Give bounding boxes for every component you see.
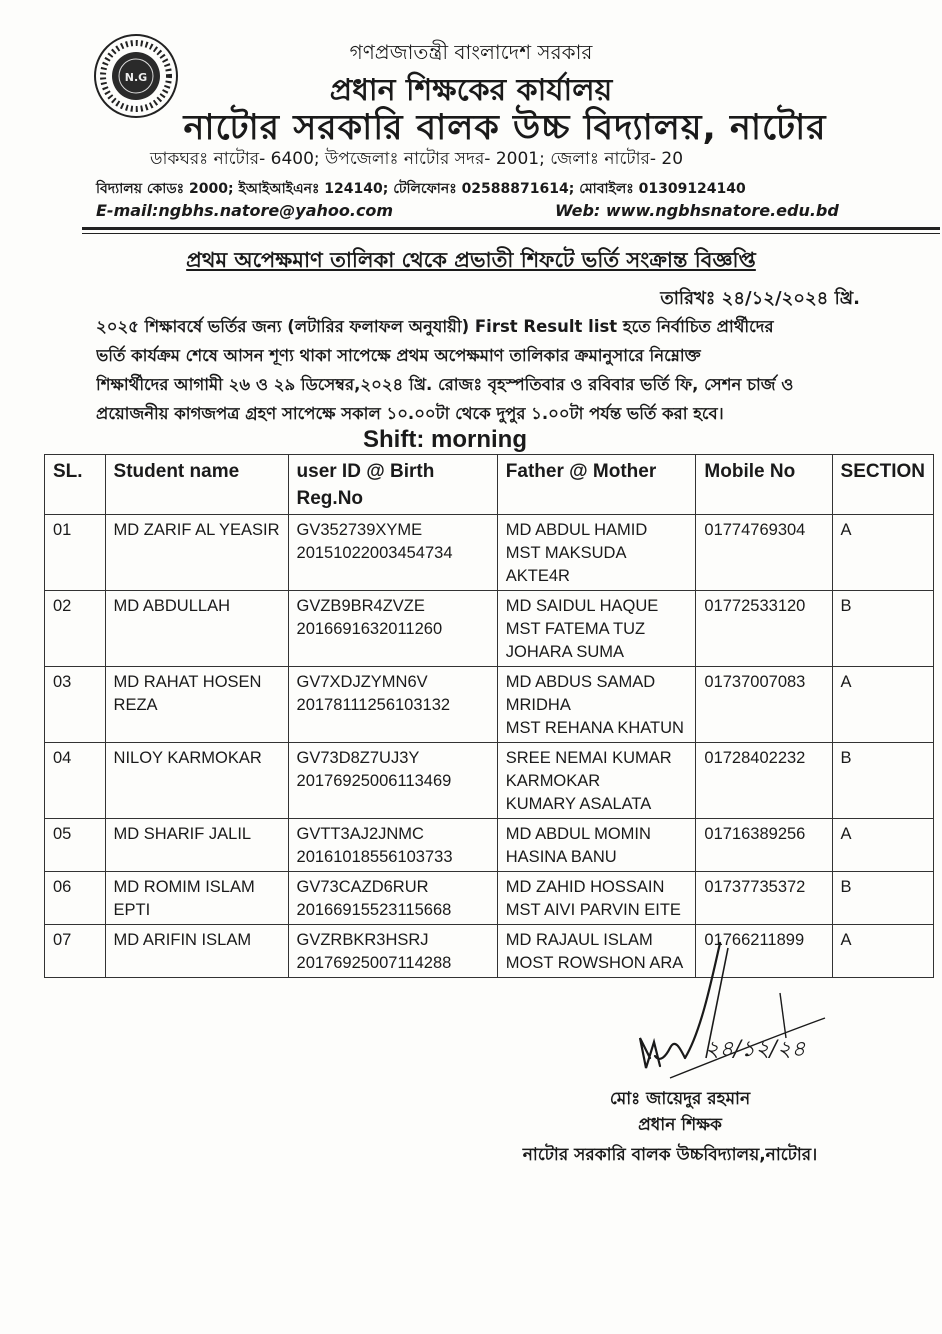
parent-name-line: JOHARA SUMA	[505, 643, 625, 661]
signer-title: প্রধান শিক্ষক	[638, 1115, 722, 1135]
parent-name-line: AKTE4R	[505, 567, 570, 585]
cell-student-name	[105, 819, 288, 872]
codes-line: বিদ্যালয় কোডঃ 2000; ইআইআইএনঃ 124140; টেলিফোনঃ 02588871614; মোবাইলঃ 01309124140	[96, 181, 746, 197]
col-sl: SL.	[45, 455, 106, 515]
table-row	[45, 743, 934, 819]
col-user-id-line2: Reg.No	[296, 488, 364, 509]
cell-mobile: 01716389256	[696, 819, 832, 872]
cell-parents	[497, 515, 696, 591]
handwritten-signature	[610, 938, 840, 1088]
student-name-line: NILOY KARMOKAR	[113, 749, 262, 767]
parent-name-line: MD SAIDUL HAQUE	[505, 597, 659, 615]
cell-sl: 06	[45, 872, 106, 925]
cell-mobile: 01774769304	[696, 515, 832, 591]
notice-title: প্রথম অপেক্ষমাণ তালিকা থেকে প্রভাতী শিফটে ভর্তি সংক্রান্ত বিজ্ঞপ্তি	[186, 248, 756, 272]
student-name-line: MD RAHAT HOSEN	[113, 673, 262, 691]
parent-name-line: MST REHANA KHATUN	[505, 719, 684, 737]
government-line: গণপ্রজাতন্ত্রী বাংলাদেশ সরকার	[349, 40, 593, 64]
col-user-id	[288, 455, 497, 515]
student-name-line: MD ROMIM ISLAM	[113, 878, 255, 896]
birth-reg-no: 20166915523115668	[296, 901, 452, 919]
cell-student-name	[105, 591, 288, 667]
office-title: প্রধান শিক্ষকের কার্যালয়	[329, 73, 613, 108]
header-divider-thin	[82, 233, 940, 234]
notice-line: ভর্তি কার্যক্রম শেষে আসন শূণ্য থাকা সাপেক্ষে প্রথম অপেক্ষমাণ তালিকার ক্রমানুসারে নিম্নোক্ত	[96, 346, 701, 365]
birth-reg-no: 20176925006113469	[296, 772, 452, 790]
notice-body	[96, 312, 872, 428]
cell-user-id	[288, 591, 497, 667]
notice-line: ২০২৫ শিক্ষাবর্ষে ভর্তির জন্য (লটারির ফলাফল অনুযায়ী) First Result list হতে নির্বাচিত প্রার্থীদের	[96, 317, 774, 336]
student-name-line: REZA	[113, 696, 158, 714]
parent-name-line: MOST ROWSHON ARA	[505, 954, 684, 972]
signer-name: মোঃ জায়েদুর রহমান	[609, 1089, 751, 1109]
student-name-line: MD ARIFIN ISLAM	[113, 931, 252, 949]
cell-student-name	[105, 872, 288, 925]
cell-section: A	[832, 925, 933, 978]
col-mobile: Mobile No	[696, 455, 832, 515]
parent-name-line: MRIDHA	[505, 696, 571, 714]
school-name: নাটোর সরকারি বালক উচ্চ বিদ্যালয়, নাটোর	[183, 108, 827, 148]
cell-mobile: 01728402232	[696, 743, 832, 819]
student-name-line: MD ABDULLAH	[113, 597, 230, 615]
col-user-id-line1: user ID @ Birth	[296, 461, 435, 482]
parent-name-line: MD RAJAUL ISLAM	[505, 931, 653, 949]
cell-sl: 01	[45, 515, 106, 591]
parent-name-line: MST FATEMA TUZ	[505, 620, 646, 638]
col-section: SECTION	[832, 455, 933, 515]
cell-sl: 02	[45, 591, 106, 667]
cell-section: A	[832, 819, 933, 872]
cell-section: A	[832, 515, 933, 591]
parent-name-line: HASINA BANU	[505, 848, 617, 866]
cell-user-id	[288, 743, 497, 819]
user-id: GV352739XYME	[296, 521, 423, 539]
student-name-line: MD SHARIF JALIL	[113, 825, 252, 843]
cell-user-id	[288, 925, 497, 978]
table-row	[45, 819, 934, 872]
cell-student-name	[105, 667, 288, 743]
cell-sl: 07	[45, 925, 106, 978]
cell-sl: 04	[45, 743, 106, 819]
cell-parents	[497, 819, 696, 872]
table-row	[45, 515, 934, 591]
cell-sl: 05	[45, 819, 106, 872]
svg-text:N.G: N.G	[124, 71, 148, 84]
cell-parents	[497, 743, 696, 819]
email-text: E-mail:ngbhs.natore@yahoo.com	[96, 201, 394, 220]
birth-reg-no: 20176925007114288	[296, 954, 452, 972]
table-row	[45, 667, 934, 743]
col-student-name: Student name	[105, 455, 288, 515]
cell-user-id	[288, 515, 497, 591]
cell-mobile: 01737007083	[696, 667, 832, 743]
birth-reg-no: 20161018556103733	[296, 848, 453, 866]
notice-line: শিক্ষার্থীদের আগামী ২৬ ও ২৯ ডিসেম্বর,২০২৪ খ্রি. রোজঃ বৃহস্পতিবার ও রবিবার ভর্তি ফি, সেশন চার্জ ও	[96, 375, 794, 394]
parent-name-line: MD ABDUL HAMID	[505, 521, 648, 539]
header-divider	[82, 227, 940, 230]
student-table	[44, 454, 934, 978]
cell-section: B	[832, 743, 933, 819]
parent-name-line: KUMARY ASALATA	[505, 795, 652, 813]
address-line: ডাকঘরঃ নাটোর- 6400; উপজেলাঃ নাটোর সদর- 2001; জেলাঃ নাটোর- 20	[150, 149, 684, 169]
student-name-line: EPTI	[113, 901, 151, 919]
svg-text:২৪/১২/২৪: ২৪/১২/২৪	[705, 1037, 806, 1062]
cell-parents	[497, 667, 696, 743]
signer-organization: নাটোর সরকারি বালক উচ্চবিদ্যালয়,নাটোর।	[522, 1145, 818, 1165]
cell-parents	[497, 872, 696, 925]
user-id: GVTT3AJ2JNMC	[296, 825, 424, 843]
parent-name-line: MST AIVI PARVIN EITE	[505, 901, 681, 919]
cell-section: B	[832, 591, 933, 667]
user-id: GV7XDJZYMN6V	[296, 673, 428, 691]
cell-mobile: 01737735372	[696, 872, 832, 925]
parent-name-line: MD ZAHID HOSSAIN	[505, 878, 665, 896]
user-id: GVZB9BR4ZVZE	[296, 597, 425, 615]
shift-label: Shift: morning	[363, 426, 527, 453]
table-row	[45, 872, 934, 925]
cell-section: A	[832, 667, 933, 743]
website-text: Web: www.ngbhsnatore.edu.bd	[555, 201, 839, 220]
student-name-line: MD ZARIF AL YEASIR	[113, 521, 280, 539]
cell-user-id	[288, 872, 497, 925]
parent-name-line: MST MAKSUDA	[505, 544, 627, 562]
cell-parents	[497, 591, 696, 667]
cell-sl: 03	[45, 667, 106, 743]
cell-student-name	[105, 743, 288, 819]
cell-user-id	[288, 667, 497, 743]
notice-line: প্রয়োজনীয় কাগজপত্র গ্রহণ সাপেক্ষে সকাল ১০.০০টা থেকে দুপুর ১.০০টা পর্যন্ত ভর্তি করা হবে।	[96, 404, 724, 423]
parent-name-line: KARMOKAR	[505, 772, 601, 790]
cell-student-name	[105, 925, 288, 978]
cell-mobile: 01766211899	[696, 925, 832, 978]
parent-name-line: MD ABDUS SAMAD	[505, 673, 656, 691]
cell-mobile: 01772533120	[696, 591, 832, 667]
birth-reg-no: 2016691632011260	[296, 620, 443, 638]
table-header-row	[45, 455, 934, 515]
cell-section: B	[832, 872, 933, 925]
birth-reg-no: 20178111256103132	[296, 696, 451, 714]
col-parents: Father @ Mother	[497, 455, 696, 515]
parent-name-line: MD ABDUL MOMIN	[505, 825, 651, 843]
cell-user-id	[288, 819, 497, 872]
birth-reg-no: 20151022003454734	[296, 544, 453, 562]
user-id: GVZRBKR3HSRJ	[296, 931, 429, 949]
user-id: GV73D8Z7UJ3Y	[296, 749, 420, 767]
cell-student-name	[105, 515, 288, 591]
notice-date: তারিখঃ ২৪/১২/২০২৪ খ্রি.	[660, 288, 860, 309]
user-id: GV73CAZD6RUR	[296, 878, 429, 896]
table-row	[45, 591, 934, 667]
parent-name-line: SREE NEMAI KUMAR	[505, 749, 672, 767]
